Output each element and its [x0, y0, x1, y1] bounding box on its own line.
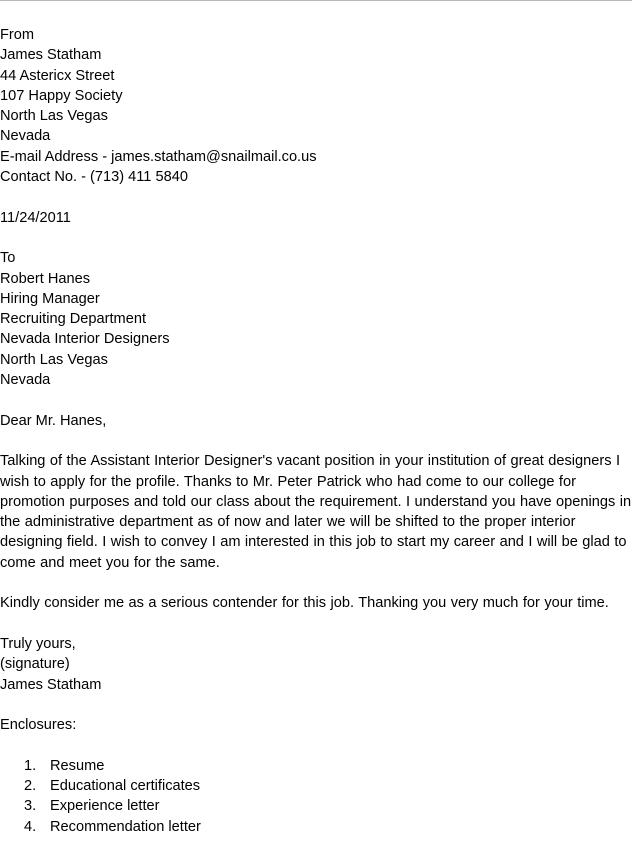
sender-name: James Statham [0, 47, 102, 64]
list-item-number: 1. [24, 757, 37, 774]
enclosures-list [0, 756, 632, 837]
sender-city: North Las Vegas [0, 108, 108, 125]
sender-block [0, 25, 632, 187]
enclosures-heading: Enclosures: [0, 717, 77, 734]
list-item [0, 776, 632, 796]
sign-off: Truly yours, [0, 635, 76, 652]
closing-name: James Statham [0, 676, 102, 693]
list-item-text: Recommendation letter [50, 818, 201, 835]
recipient-label: To [0, 250, 16, 267]
list-item-text: Resume [50, 757, 105, 774]
list-item-number: 2. [24, 777, 37, 794]
list-item [0, 756, 632, 776]
body-paragraph-2: Kindly consider me as a serious contender for this job. Thanking you very much for your time. [0, 595, 609, 612]
list-item-text: Experience letter [50, 798, 160, 815]
recipient-department: Recruiting Department [0, 311, 147, 328]
list-item [0, 817, 632, 837]
sender-address-line2: 107 Happy Society [0, 87, 123, 104]
list-item [0, 796, 632, 816]
letter-date: 11/24/2011 [0, 209, 71, 226]
recipient-state: Nevada [0, 372, 51, 389]
recipient-city: North Las Vegas [0, 351, 108, 368]
sender-label: From [0, 27, 35, 43]
body-paragraph-1: Talking of the Assistant Interior Designer's vacant position in your institution of great designers I wish to apply for the profile. Thanks to Mr. Peter Patrick who had come to our college for promotion purposes and told our class about the requirement. I understand you have openings in the administrative department as of now and later we will be shifted to the proper interior designing field. I wish to convey I am interested in this job to start my career and I will be glad to come and meet you for the same. [0, 453, 632, 571]
list-item-text: Educational certificates [50, 777, 201, 794]
recipient-company: Nevada Interior Designers [0, 331, 170, 348]
sender-email: E-mail Address - james.statham@snailmail.co.us [0, 148, 317, 165]
sender-state: Nevada [0, 128, 51, 145]
list-item-number: 3. [24, 798, 37, 815]
letter-document [0, 25, 632, 837]
recipient-title: Hiring Manager [0, 290, 100, 307]
sender-address-line1: 44 Astericx Street [0, 67, 115, 84]
sender-contact: Contact No. - (713) 411 5840 [0, 169, 188, 186]
signature-placeholder: (signature) [0, 656, 70, 673]
list-item-number: 4. [24, 818, 37, 835]
closing-block [0, 634, 632, 695]
salutation: Dear Mr. Hanes, [0, 412, 107, 429]
recipient-name: Robert Hanes [0, 270, 91, 287]
recipient-block [0, 248, 632, 390]
top-divider [0, 0, 632, 1]
